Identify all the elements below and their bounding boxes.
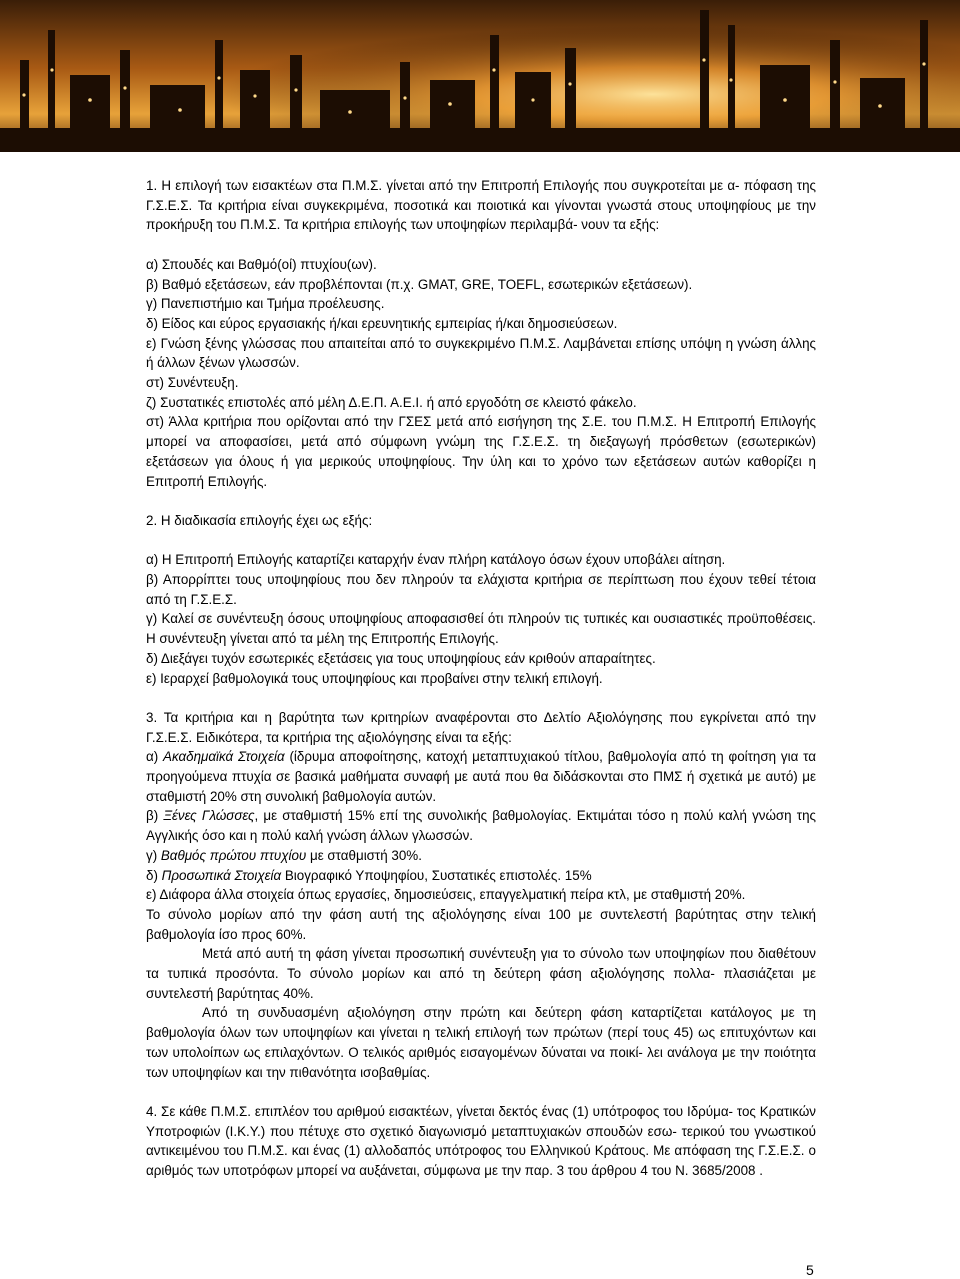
- header-photo-refinery: [0, 0, 960, 152]
- procedure-step: γ) Καλεί σε συνέντευξη όσους υποψηφίους αποφασισθεί ότι πληρούν τις τυπικές και ουσιαστικές προϋποθέσεις. Η συνέντευξη γίνεται από τα μέλη της Επιτροπής Επιλογής.: [146, 611, 816, 647]
- section-1-intro: 1. Η επιλογή των εισακτέων στα Π.Μ.Σ. γίνεται από την Επιτροπή Επιλογής που συγκροτείται με α- πόφαση της Γ.Σ.Ε.Σ. Τα κριτήρια είναι συγκεκριμένα, ποσοτικά και ποιοτικά και γίνονται γνωστά στους υποψηφίους με την προκήρυξη του Π.Μ.Σ. Τα κριτήρια επιλογής των υποψηφίων περιλαμβά- νουν τα εξής:: [146, 178, 816, 233]
- criteria-item: ε) Γνώση ξένης γλώσσας που απαιτείται από το συγκεκριμένο Π.Μ.Σ. Λαμβάνεται επίσης υπόψη η γνώση άλλης ή άλλων ξένων γλωσσών.: [146, 335, 816, 371]
- criterion-term: Ακαδημαϊκά Στοιχεία: [163, 749, 285, 765]
- criteria-item: γ) Πανεπιστήμιο και Τμήμα προέλευσης.: [146, 296, 385, 312]
- criterion-text: Βιογραφικό Υποψηφίου, Συστατικές επιστολές. 15%: [281, 867, 592, 883]
- procedure-step: α) Η Επιτροπή Επιλογής καταρτίζει καταρχήν έναν πλήρη κατάλογο όσων έχουν υποβάλει αίτηση.: [146, 552, 726, 568]
- criterion-prefix: γ): [146, 847, 161, 863]
- section-3-intro: 3. Τα κριτήρια και η βαρύτητα των κριτηρίων αναφέρονται στο Δελτίο Αξιολόγησης που εγκρίνεται από την Γ.Σ.Ε.Σ. Ειδικότερα, τα κριτήρια της αξιολόγησης είναι τα εξής:: [146, 709, 816, 745]
- section-4-paragraph: 4. Σε κάθε Π.Μ.Σ. επιπλέον του αριθμού εισακτέων, γίνεται δεκτός ένας (1) υπότροφος του Ιδρύμα- τος Κρατικών Υποτροφιών (Ι.Κ.Υ.) που πέτυχε στο σχετικό διαγωνισμό μεταπτυχιακών σπουδών εσω- τερικού του γνωστικού αντικειμένου του Π.Μ.Σ. και ένας (1) αλλοδαπός υπότροφος του Ελληνικού Κράτους. Με απόφαση της Γ.Σ.Ε.Σ. ο αριθμός των υποτρόφων μπορεί να αυξάνεται, σύμφωνα με την παρ. 3 του άρθρου 4 του Ν. 3685/2008 .: [146, 1103, 816, 1179]
- document-body: [146, 176, 816, 1181]
- criterion-prefix: δ): [146, 867, 162, 883]
- criteria-item: β) Βαθμό εξετάσεων, εάν προβλέπονται (π.χ. GMAT, GRE, TOEFL, εσωτερικών εξετάσεων).: [146, 276, 693, 292]
- criterion-term: Βαθμός πρώτου πτυχίου: [160, 847, 307, 863]
- section-2-intro: 2. Η διαδικασία επιλογής έχει ως εξής:: [146, 512, 373, 528]
- procedure-step: δ) Διεξάγει τυχόν εσωτερικές εξετάσεις για τους υποψηφίους εάν κριθούν απαραίτητες.: [146, 650, 656, 666]
- criterion-term: Προσωπικά Στοιχεία: [161, 867, 282, 883]
- evaluation-criterion: [146, 846, 816, 866]
- evaluation-criterion: [146, 806, 816, 845]
- evaluation-criterion: ε) Διάφορα άλλα στοιχεία όπως εργασίες, δημοσιεύσεις, επαγγελματική πείρα κτλ, με σταθμιστή 20%.: [146, 887, 746, 903]
- total-points-paragraph: Το σύνολο μορίων από την φάση αυτή της αξιολόγησης είναι 100 με συντελεστή βαρύτητας στην τελική βαθμολογία ίσο προς 60%.: [146, 906, 816, 942]
- criterion-prefix: α): [146, 749, 164, 765]
- criterion-prefix: β): [146, 808, 164, 824]
- criteria-item: δ) Είδος και εύρος εργασιακής ή/και ερευνητικής εμπειρίας ή/και δημοσιεύσεων.: [146, 315, 618, 331]
- criterion-text: με σταθμιστή 30%.: [306, 847, 422, 863]
- criteria-item: ζ) Συστατικές επιστολές από μέλη Δ.Ε.Π. Α.Ε.Ι. ή από εργοδότη σε κλειστό φάκελο.: [146, 394, 637, 410]
- interview-paragraph: Μετά από αυτή τη φάση γίνεται προσωπική συνέντευξη για το σύνολο των υποψηφίων που διαθέτουν τα τυπικά προσόντα. Το σύνολο μορίων και από τη δεύτερη φάση αξιολόγησης πολλα- πλασιάζεται με συντελεστή βαρύτητας 40%.: [146, 946, 816, 1001]
- criteria-item: στ) Άλλα κριτήρια που ορίζονται από την ΓΣΕΣ μετά από εισήγηση της Σ.Ε. του Π.Μ.Σ. Η Επιτροπή Επιλογής μπορεί να αποφασίσει, μετά από σύμφωνη γνώμη της Γ.Σ.Ε.Σ. τη διεξαγωγή πρόσθετων (εσωτερικών) εξετάσεων για όλους ή για μερικούς υποψηφίους. Την ύλη και το χρόνο των εξετάσεων αυτών καθορίζει η Επιτροπή Επιλογής.: [146, 414, 816, 489]
- criterion-text: , με σταθμιστή 15% επί της συνολικής βαθμολογίας. Εκτιμάται τόσο η πολύ καλή γνώση της Αγγλικής όσο και η πολύ καλή γνώση άλλων γλωσσών.: [146, 808, 816, 844]
- criteria-item: α) Σπουδές και Βαθμό(οί) πτυχίου(ων).: [146, 256, 377, 272]
- evaluation-criterion: [146, 866, 816, 886]
- criterion-text: (ίδρυμα αποφοίτησης, κατοχή μεταπτυχιακού τίτλου, βαθμολογία από τη φοίτηση για τα προηγούμενα πτυχία σε βασικά μαθήματα συναφή με αυτά που θα διδάσκονται στο ΠΜΣ ή σχετικά με αυτό) με σταθμιστή 20% στη συνολική βαθμολογία αυτών.: [146, 749, 816, 804]
- ranking-paragraph: Από τη συνδυασμένη αξιολόγηση στην πρώτη και δεύτερη φάση καταρτίζεται κατάλογος με τη βαθμολογία όλων των υποψηφίων και γίνεται η τελική επιλογή των πρώτων (περί τους 45) ως επιτυχόντων και των υπολοίπων ως επιλαχόντων. Ο τελικός αριθμός εισαγομένων δύναται να ποικί- λει ανάλογα με την ποιότητα των υποψηφίων και την πιθανότητα ισοβαθμίας.: [146, 1005, 816, 1080]
- criterion-term: Ξένες Γλώσσες: [163, 808, 255, 824]
- page-number: 5: [806, 1262, 814, 1278]
- procedure-step: ε) Ιεραρχεί βαθμολογικά τους υποψηφίους και προβαίνει στην τελική επιλογή.: [146, 670, 603, 686]
- procedure-step: β) Απορρίπτει τους υποψηφίους που δεν πληρούν τα ελάχιστα κριτήρια σε περίπτωση που έχουν τεθεί τέτοια από τη Γ.Σ.Ε.Σ.: [146, 572, 816, 607]
- criteria-item: στ) Συνέντευξη.: [146, 375, 239, 391]
- evaluation-criterion: [146, 747, 816, 806]
